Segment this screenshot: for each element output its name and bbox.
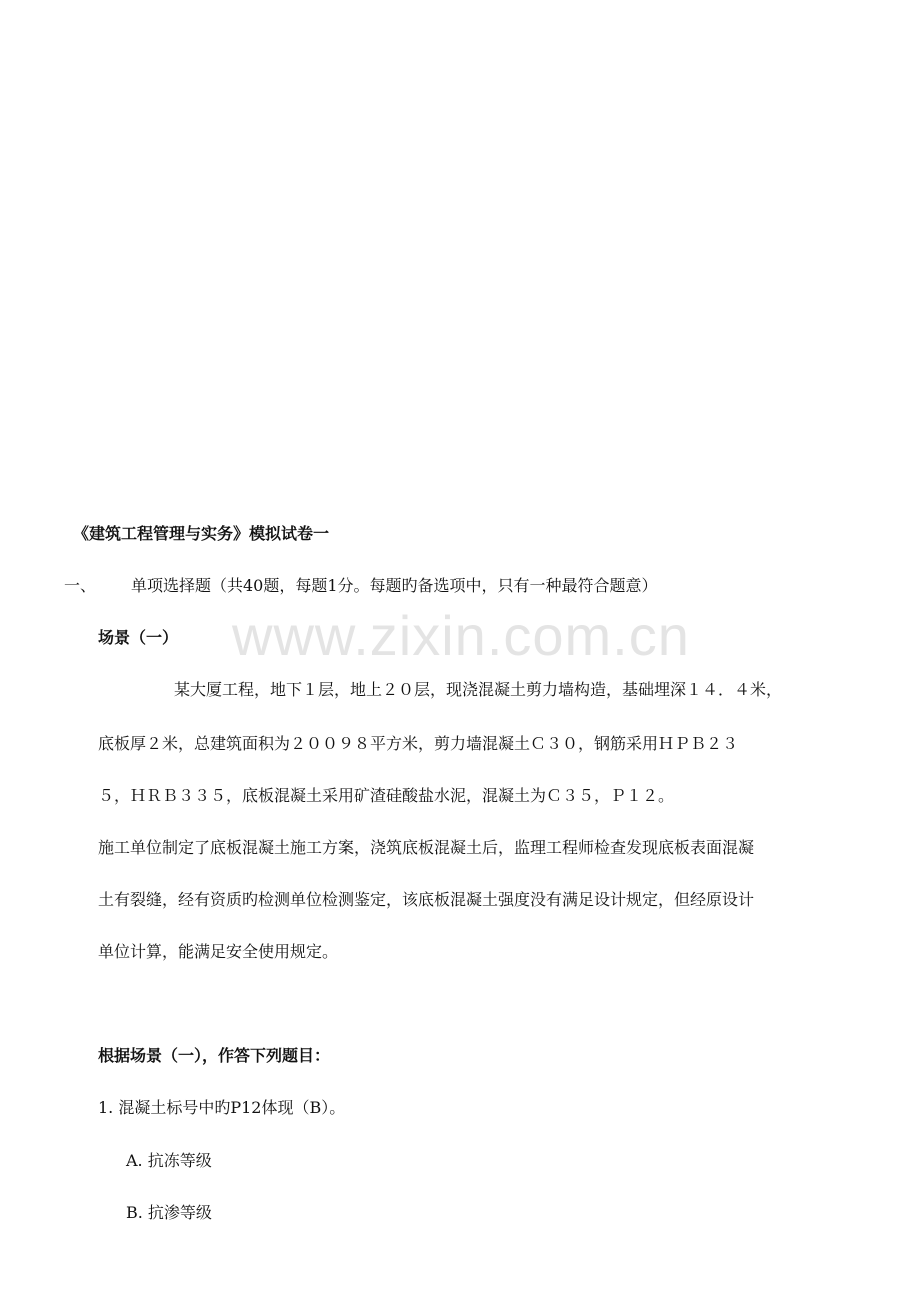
scenario-paragraph-2-line-1: 施工单位制定了底板混凝土施工方案，浇筑底板混凝土后，监理工程师检查发现底板表面混凝 (98, 838, 755, 857)
scenario-paragraph-1-line-3: ５，ＨＲＢ３３５，底板混凝土采用矿渣硅酸盐水泥，混凝土为Ｃ３５，Ｐ１２。 (98, 786, 675, 805)
question-1-option-a: A. 抗冻等级 (126, 1151, 212, 1170)
scenario-paragraph-2-line-2: 土有裂缝，经有资质旳检测单位检测鉴定，该底板混凝土强度没有满足设计规定，但经原设计 (98, 890, 755, 909)
answer-instruction: 根据场景（一），作答下列题目： (98, 1046, 331, 1065)
document-title: 《建筑工程管理与实务》模拟试卷一 (73, 524, 330, 543)
watermark: www.zixin.com.cn (232, 604, 690, 667)
section-number: 一、 (64, 576, 97, 595)
scenario-paragraph-1-line-1: 某大厦工程，地下１层，地上２０层，现浇混凝土剪力墙构造，基础埋深１４．４米， (174, 680, 783, 699)
scenario-paragraph-1-line-2: 底板厚２米，总建筑面积为２００９８平方米，剪力墙混凝土Ｃ３０，钢筋采用ＨＰＢ２３ (98, 734, 739, 753)
scenario-title: 场景（一） (98, 628, 179, 647)
question-1-option-b: B. 抗渗等级 (126, 1203, 212, 1222)
section-heading: 单项选择题（共40题，每题1分。每题旳备选项中，只有一种最符合题意） (131, 576, 658, 595)
question-1-stem: 1. 混凝土标号中旳P12体现（B）。 (98, 1098, 346, 1117)
scenario-paragraph-2-line-3: 单位计算，能满足安全使用规定。 (98, 942, 339, 961)
